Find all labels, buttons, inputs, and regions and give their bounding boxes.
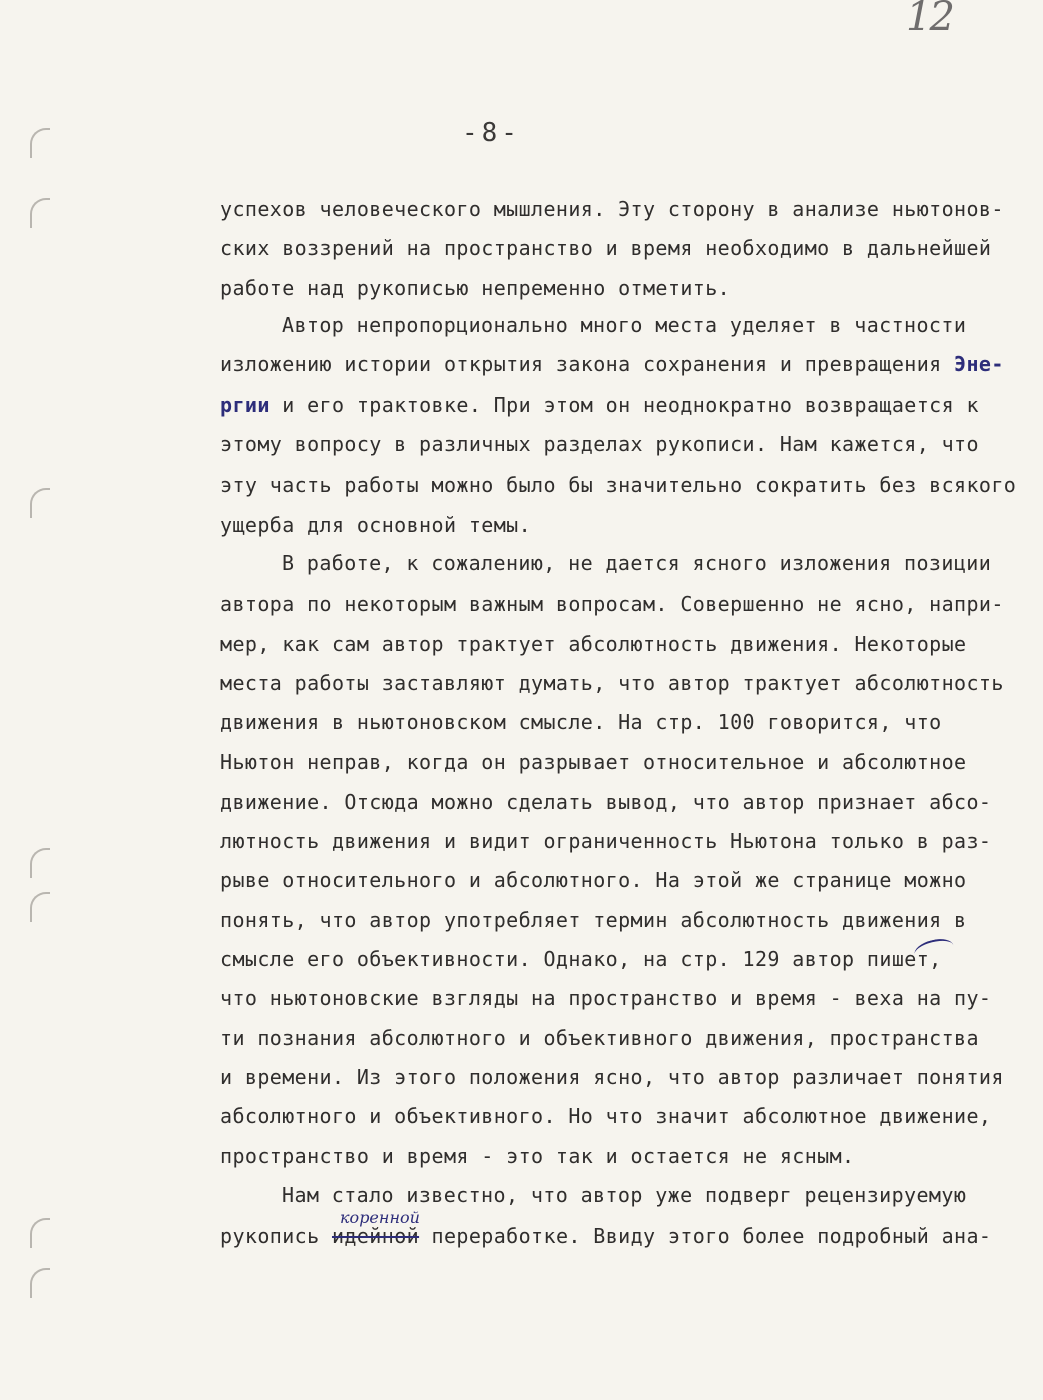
text-line	[220, 1224, 991, 1248]
handwritten-correction: ргии	[220, 393, 270, 417]
text-line: ти познания абсолютного и объективного движения, пространства	[220, 1026, 979, 1050]
text-line: абсолютного и объективного. Но что значит абсолютное движение,	[220, 1104, 992, 1128]
text-line: Ньютон неправ, когда он разрывает относительное и абсолютное	[220, 750, 967, 774]
text-line: лютность движения и видит ограниченность Ньютона только в раз-	[220, 829, 992, 853]
punch-hole	[30, 1218, 50, 1248]
handwritten-correction: Эне-	[954, 352, 1004, 376]
text-line: ских воззрений на пространство и время необходимо в дальнейшей	[220, 236, 992, 260]
text-line: движения в ньютоновском смысле. На стр. 100 говорится, что	[220, 710, 942, 734]
text-segment: и его трактовке. При этом он неоднократно возвращается к	[282, 393, 979, 417]
text-line: В работе, к сожалению, не дается ясного изложения позиции	[282, 551, 992, 575]
text-line: и времени. Из этого положения ясно, что автор различает понятия	[220, 1065, 1004, 1089]
text-line: места работы заставляют думать, что автор трактует абсолютность	[220, 671, 1004, 695]
punch-hole	[30, 848, 50, 878]
page-number	[462, 118, 521, 148]
text-line: ущерба для основной темы.	[220, 513, 532, 537]
text-line: мер, как сам автор трактует абсолютность движения. Некоторые	[220, 632, 967, 656]
struck-word: идейной	[331, 1224, 420, 1248]
punch-hole	[30, 488, 50, 518]
text-line	[220, 393, 979, 417]
text-line: успехов человеческого мышления. Эту сторону в анализе ньютонов-	[220, 197, 1004, 221]
text-segment: рукопись	[220, 1224, 320, 1248]
punch-hole	[30, 198, 50, 228]
text-line: рыве относительного и абсолютного. На этой же странице можно	[220, 868, 967, 892]
punch-hole	[30, 128, 50, 158]
page-number-text: -8-	[462, 118, 521, 148]
text-line: смысле его объективности. Однако, на стр. 129 автор пишет,	[220, 947, 942, 971]
handwritten-mark	[912, 935, 956, 964]
handwritten-insertion: коренной	[340, 1208, 420, 1227]
text-line: пространство и время - это так и остается не ясным.	[220, 1144, 855, 1168]
text-segment: изложению истории открытия закона сохранения и превращения	[220, 352, 942, 376]
punch-hole	[30, 892, 50, 922]
text-segment: переработке. Ввиду этого более подробный ана-	[431, 1224, 992, 1248]
text-line: Автор непропорционально много места уделяет в частности	[282, 313, 967, 337]
text-line: что ньютоновские взгляды на пространство и время - веха на пу-	[220, 986, 992, 1010]
punch-hole	[30, 1268, 50, 1298]
text-line: движение. Отсюда можно сделать вывод, что автор признает абсо-	[220, 790, 992, 814]
text-line: эту часть работы можно было бы значительно сократить без всякого	[220, 473, 1017, 497]
text-line: работе над рукописью непременно отметить.	[220, 276, 731, 300]
archive-page-number: 12	[906, 0, 953, 40]
text-line: автора по некоторым важным вопросам. Совершенно не ясно, напри-	[220, 592, 1004, 616]
text-line: этому вопросу в различных разделах рукописи. Нам кажется, что	[220, 432, 979, 456]
text-line	[220, 352, 1004, 376]
text-line: понять, что автор употребляет термин абсолютность движения в	[220, 908, 967, 932]
text-line: Нам стало известно, что автор уже подверг рецензируемую	[282, 1183, 967, 1207]
